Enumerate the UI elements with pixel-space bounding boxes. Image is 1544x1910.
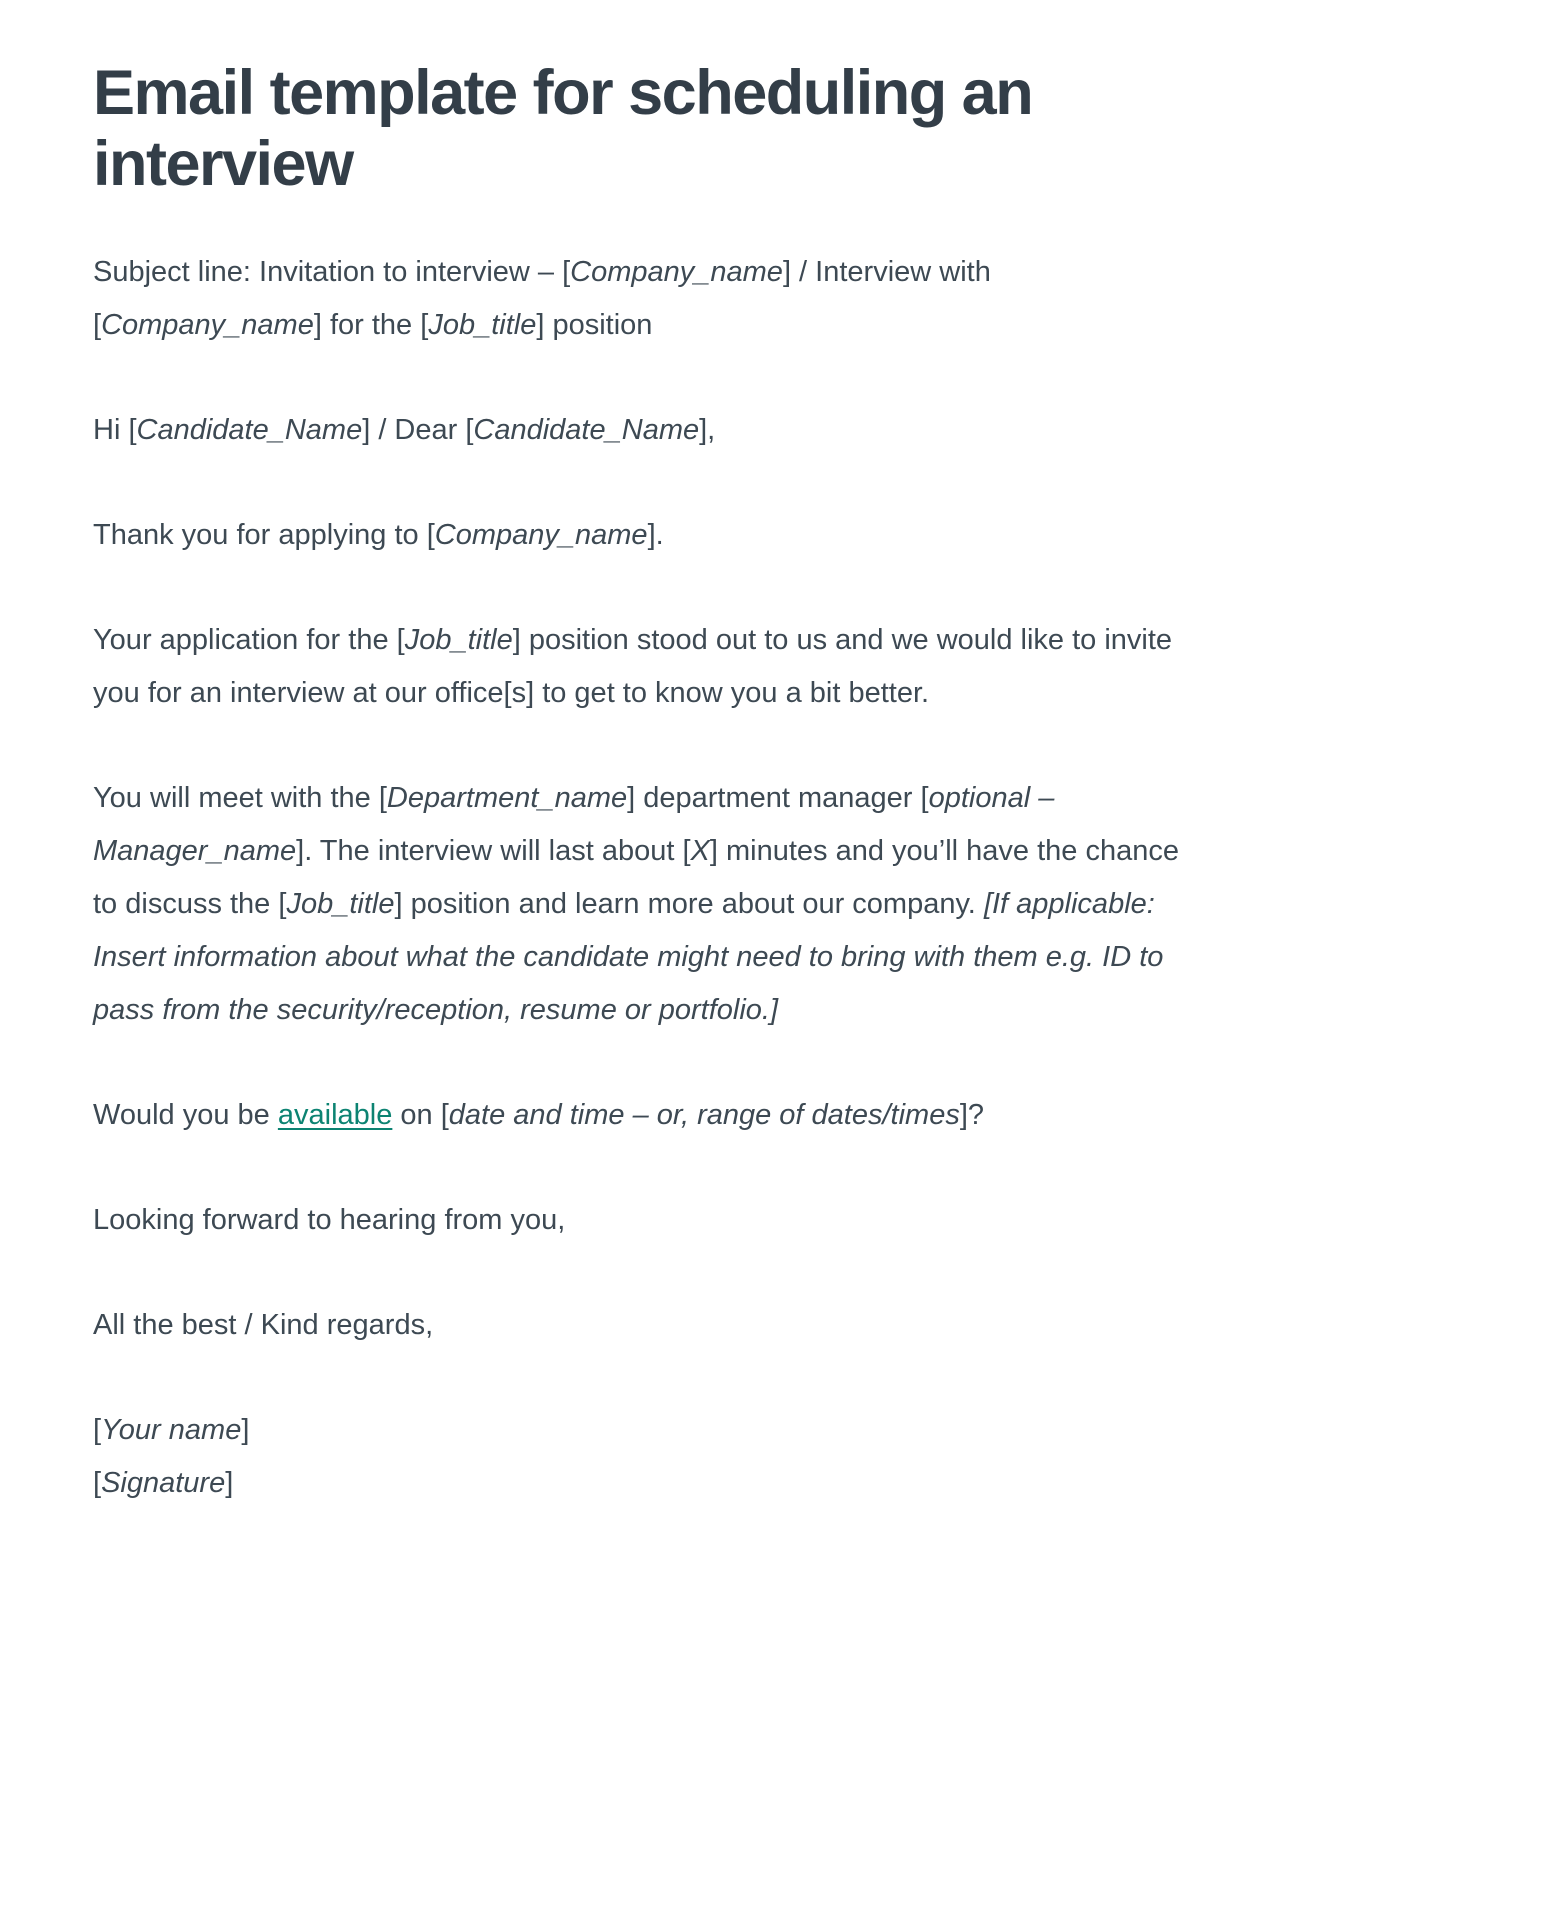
body-text: All the best / Kind regards,	[93, 1309, 434, 1342]
paragraph-meeting-details	[93, 772, 1191, 1037]
placeholder-text: Job_title	[286, 888, 395, 921]
body-text: Hi [	[93, 414, 137, 447]
page-title: Email template for scheduling an interview	[93, 58, 1033, 200]
placeholder-text: Your name	[101, 1414, 242, 1447]
body-text: ]?	[959, 1099, 985, 1132]
placeholder-text: Candidate_Name	[473, 414, 700, 447]
paragraph-greeting	[93, 404, 1191, 457]
paragraph-sign-off	[93, 1299, 1191, 1352]
body-text: ] for the [	[313, 309, 429, 342]
body-text: ] position and learn more about our company.	[394, 888, 984, 921]
placeholder-text: Signature	[101, 1467, 226, 1500]
body-text: ],	[699, 414, 716, 447]
placeholder-text: X	[690, 835, 710, 868]
placeholder-text: Department_name	[386, 782, 628, 815]
document-body	[93, 246, 1191, 1510]
placeholder-text: optional – Manager_name	[93, 782, 1055, 868]
placeholder-text: Candidate_Name	[136, 414, 363, 447]
placeholder-text: [If applicable: Insert information about what the candidate might need to bring with them e.g. ID to pass from the security/reception, resume or portfolio.]	[93, 888, 1164, 1027]
body-text: ] position stood out to us and we would like to invite you for an interview at our office[s] to get to know you a bit better.	[93, 624, 1173, 710]
body-text: ] minutes and you’ll have the chance to discuss the [	[93, 835, 1179, 921]
available-link[interactable]: available	[277, 1099, 393, 1132]
placeholder-text: date and time – or, range of dates/times	[448, 1099, 960, 1132]
body-text: Looking forward to hearing from you,	[93, 1204, 566, 1237]
placeholder-text: Job_title	[404, 624, 513, 657]
body-text: [	[93, 1467, 102, 1500]
body-text: You will meet with the [	[93, 782, 387, 815]
body-text: ]	[225, 1467, 234, 1500]
paragraph-signature-block	[93, 1404, 1191, 1510]
placeholder-text: Job_title	[428, 309, 537, 342]
placeholder-text: Company_name	[570, 256, 783, 289]
body-text: ] / Interview with [	[93, 256, 991, 342]
body-text: Thank you for applying to [	[93, 519, 435, 552]
placeholder-text: Company_name	[101, 309, 314, 342]
body-text: ] / Dear [	[362, 414, 474, 447]
placeholder-text: Company_name	[434, 519, 648, 552]
body-text: on [	[392, 1099, 449, 1132]
paragraph-looking-forward	[93, 1194, 1191, 1247]
paragraph-subject-line	[93, 246, 1191, 352]
body-text: ]. The interview will last about [	[296, 835, 691, 868]
body-text: ] position	[536, 309, 653, 342]
body-text: ].	[647, 519, 664, 552]
paragraph-application-stood-out	[93, 614, 1191, 720]
body-text: Subject line: Invitation to interview – [	[93, 256, 571, 289]
body-text: [	[93, 1414, 102, 1447]
paragraph-thank-you	[93, 509, 1191, 562]
body-text: ] department manager [	[627, 782, 929, 815]
paragraph-availability-question	[93, 1089, 1191, 1142]
body-text: Your application for the [	[93, 624, 405, 657]
body-text: ]	[241, 1414, 250, 1447]
body-text: Would you be	[93, 1099, 278, 1132]
